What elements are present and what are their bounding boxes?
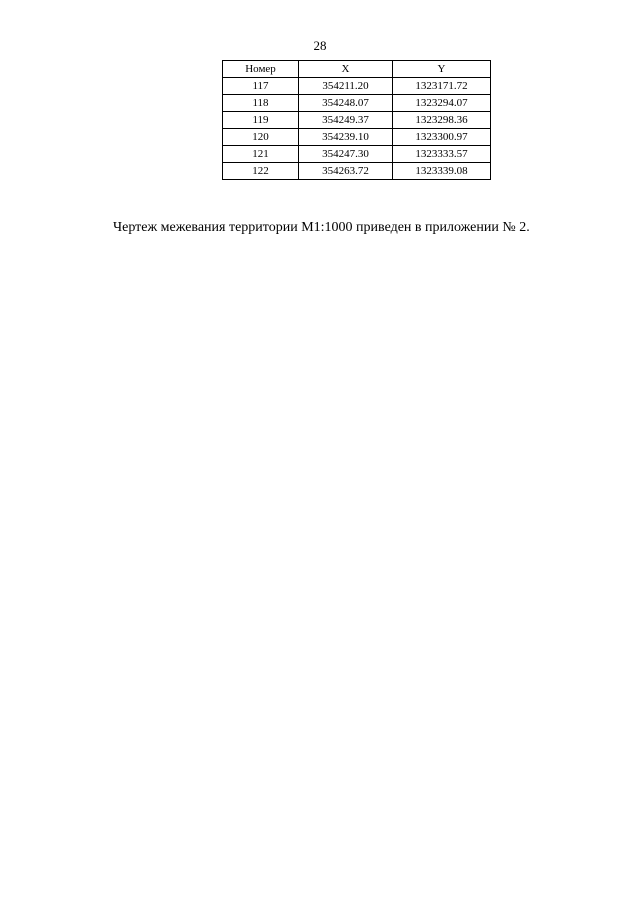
cell-number: 118 <box>223 95 299 112</box>
cell-y: 1323171.72 <box>393 78 491 95</box>
header-x: X <box>299 61 393 78</box>
cell-y: 1323339.08 <box>393 163 491 180</box>
page-number: 28 <box>313 38 327 53</box>
coordinates-table <box>222 60 491 180</box>
header-y: Y <box>393 61 491 78</box>
cell-number: 121 <box>223 146 299 163</box>
cell-y: 1323294.07 <box>393 95 491 112</box>
cell-x: 354263.72 <box>299 163 393 180</box>
table-row <box>223 78 491 95</box>
cell-y: 1323300.97 <box>393 129 491 146</box>
cell-number: 120 <box>223 129 299 146</box>
table-row <box>223 129 491 146</box>
cell-x: 354211.20 <box>299 78 393 95</box>
table-row <box>223 163 491 180</box>
table-row <box>223 146 491 163</box>
header-number: Номер <box>223 61 299 78</box>
cell-x: 354247.30 <box>299 146 393 163</box>
cell-number: 122 <box>223 163 299 180</box>
cell-x: 354249.37 <box>299 112 393 129</box>
table-header-row <box>223 61 491 78</box>
cell-y: 1323298.36 <box>393 112 491 129</box>
cell-y: 1323333.57 <box>393 146 491 163</box>
cell-x: 354239.10 <box>299 129 393 146</box>
table-row <box>223 95 491 112</box>
cell-number: 119 <box>223 112 299 129</box>
cell-number: 117 <box>223 78 299 95</box>
cell-x: 354248.07 <box>299 95 393 112</box>
drawing-reference-note: Чертеж межевания территории М1:1000 приведен в приложении № 2. <box>113 220 530 235</box>
table-row <box>223 112 491 129</box>
